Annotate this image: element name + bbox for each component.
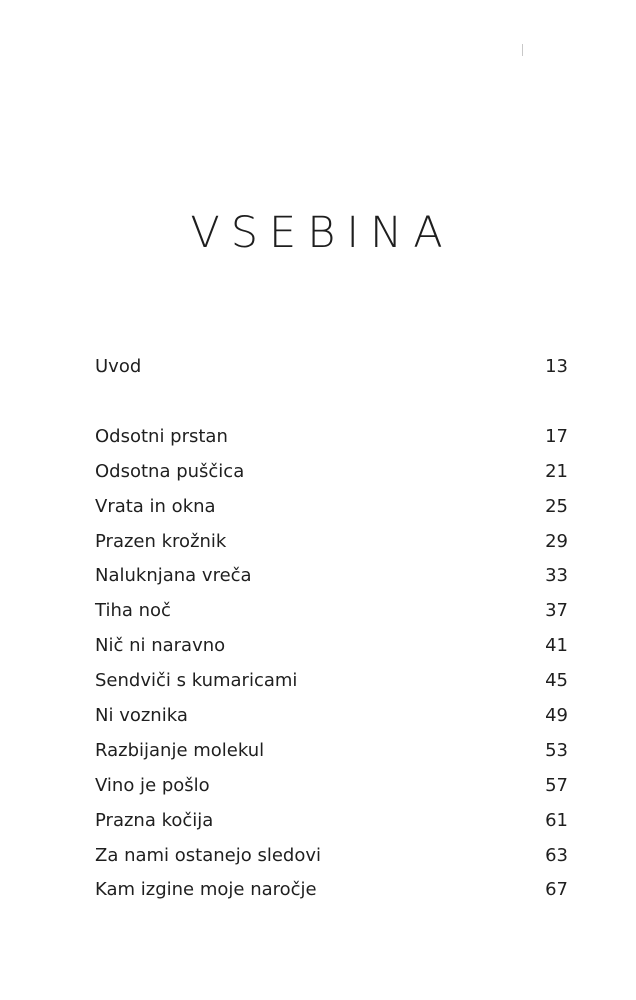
toc-entry [95, 455, 568, 490]
toc-entry-title: Prazna kočija [95, 809, 214, 831]
toc-entry-page: 57 [545, 774, 568, 796]
toc-entry-title: Sendviči s kumaricami [95, 670, 298, 692]
page-edge-mark [522, 44, 523, 56]
toc-entry-page: 41 [545, 635, 568, 657]
toc-entry [95, 525, 568, 560]
toc-entry [95, 734, 568, 769]
toc-entry-title: Za nami ostanejo sledovi [95, 844, 322, 866]
toc-entry-title: Kam izgine moje naročje [95, 879, 317, 901]
toc-entry-page: 25 [545, 495, 568, 517]
toc-entry-title: Odsotni prstan [95, 425, 228, 447]
toc-entry-title: Tiha noč [95, 600, 171, 622]
toc-entry-title: Naluknjana vreča [95, 565, 252, 587]
toc-entry-page: 67 [545, 879, 568, 901]
toc-entry [95, 664, 568, 699]
toc-entry-page: 37 [545, 600, 568, 622]
toc-entry-page: 49 [545, 705, 568, 727]
toc-entry-title: Vino je pošlo [95, 774, 210, 796]
toc-entry [95, 699, 568, 734]
contents-heading: VSEBINA [190, 207, 454, 258]
toc-entry [95, 769, 568, 804]
toc-entry-title: Ni voznika [95, 705, 188, 727]
toc-entry [95, 839, 568, 874]
toc-entry [95, 629, 568, 664]
toc-entry-page: 53 [545, 739, 568, 761]
toc-entry [95, 490, 568, 525]
toc-entry [95, 804, 568, 839]
toc-entry-title: Uvod [95, 356, 142, 377]
toc-entry-page: 17 [545, 425, 568, 447]
toc-entry [95, 873, 568, 908]
toc-entry-intro [95, 350, 568, 385]
toc-entry-title: Odsotna puščica [95, 460, 245, 482]
table-of-contents [95, 350, 568, 908]
toc-entry-page: 45 [545, 670, 568, 692]
toc-entry-title: Prazen krožnik [95, 530, 227, 552]
toc-entry-page: 29 [545, 530, 568, 552]
toc-entry-page: 33 [545, 565, 568, 587]
toc-entry-page: 63 [545, 844, 568, 866]
toc-entry-title: Nič ni naravno [95, 635, 226, 657]
toc-entry-page: 61 [545, 809, 568, 831]
toc-entry [95, 420, 568, 455]
toc-entry-title: Razbijanje molekul [95, 739, 265, 761]
toc-entry-title: Vrata in okna [95, 495, 216, 517]
toc-entry [95, 594, 568, 629]
toc-entry [95, 559, 568, 594]
toc-entry-page: 13 [545, 356, 568, 377]
toc-entry-page: 21 [545, 460, 568, 482]
